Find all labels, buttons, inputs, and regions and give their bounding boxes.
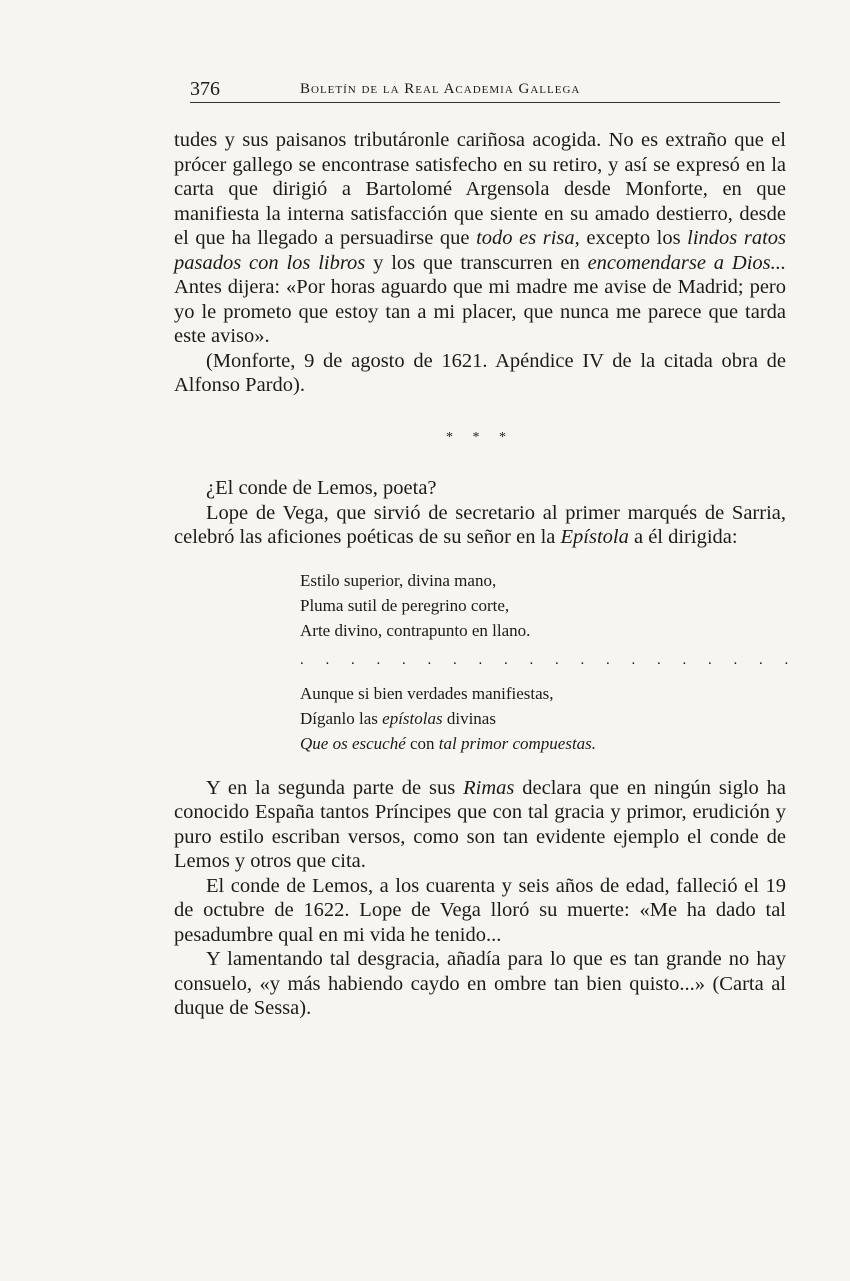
p1-italic-lindos-ratos: lindos ratos pasados con los libros (174, 227, 786, 274)
verse-ellipsis: . . . . . . . . . . . . . . . . . . . . (300, 651, 798, 668)
paragraph-rimas (174, 776, 786, 874)
journal-title: Boletín de la Real Academia Gallega (300, 81, 581, 97)
paragraph-lope (174, 501, 786, 550)
p4-italic-epistola: Epístola (560, 526, 629, 548)
verse-5-text-a: Díganlo las (300, 708, 383, 728)
verse-line-3: Arte divino, contrapunto en llano. (300, 620, 531, 640)
verse-6-italic-b: tal primor compuestas. (438, 733, 597, 753)
p5-text-b: declara que en ningún siglo ha conocido España tantos Príncipes que con tal gracia y primor, erudición y puro estilo escriban versos, como son tan evidente ejemplo el conde de Lemos y otros que cita. (174, 776, 786, 872)
p5-text-a: Y en la segunda parte de sus (206, 776, 464, 799)
verse-line-6 (300, 731, 786, 756)
running-head (190, 76, 780, 103)
p1-italic-todo-es-risa: todo es risa (476, 227, 575, 249)
verse-6-italic-a: Que os escuché (300, 733, 406, 753)
body-text (174, 128, 798, 1021)
paragraph-retiro (174, 128, 786, 349)
section-question: ¿El conde de Lemos, poeta? (206, 477, 437, 499)
paragraph-lament: Y lamentando tal desgracia, añadía para lo que es tan grande no hay consuelo, «y más habiendo caydo en ombre tan bien quisto...» (Carta al duque de Sessa). (174, 948, 786, 1019)
p1-text-d: Antes dijera: «Por horas aguardo que mi madre me avise de Madrid; pero yo le prometo que estoy tan a mi placer, que nunca me parece que tarda este aviso». (174, 276, 786, 347)
p1-text-a: tudes y sus paisanos tributáronle cariñosa acogida. No es extraño que el prócer gallego se encontrase satisfecho en su retiro, y así se expresó en la carta que dirigió a Bartolomé Argensola desde Monforte, en que manifiesta la interna satisfacción que siente en su amado destierro, desde el que ha llegado a persuadirse que (174, 129, 786, 249)
p5-italic-rimas: Rimas (463, 776, 515, 799)
verse-6-text: con (405, 733, 439, 753)
p4-text-a: Lope de Vega, que sirvió de secretario al primer marqués de Sarria, celebró las aficiones poéticas de su señor en la (174, 501, 786, 548)
verse-quote (300, 568, 798, 756)
p1-italic-encomendarse: encomendarse a Dios... (587, 251, 786, 274)
verse-line-4: Aunque si bien verdades manifiestas, (300, 683, 554, 703)
paragraph-death: El conde de Lemos, a los cuarenta y seis años de edad, falleció el 19 de octubre de 1622. Lope de Vega lloró su muerte: «Me ha dado tal pesadumbre qual en mi vida he tenido... (174, 874, 786, 946)
paragraph-citation: (Monforte, 9 de agosto de 1621. Apéndice IV de la citada obra de Alfonso Pardo). (174, 349, 786, 396)
p1-text-b: , excepto los (574, 227, 688, 249)
p1-text-c: y los que transcurren en (365, 251, 588, 274)
verse-5-text-b: divinas (442, 708, 496, 728)
p4-text-b: a él dirigida: (628, 526, 738, 548)
page-number: 376 (190, 78, 220, 100)
verse-line-5 (300, 706, 786, 731)
verse-line-2: Pluma sutil de peregrino corte, (300, 595, 510, 615)
verse-line-1: Estilo superior, divina mano, (300, 570, 497, 590)
section-separator: * * * (446, 429, 514, 445)
verse-5-italic: epístolas (382, 708, 443, 728)
